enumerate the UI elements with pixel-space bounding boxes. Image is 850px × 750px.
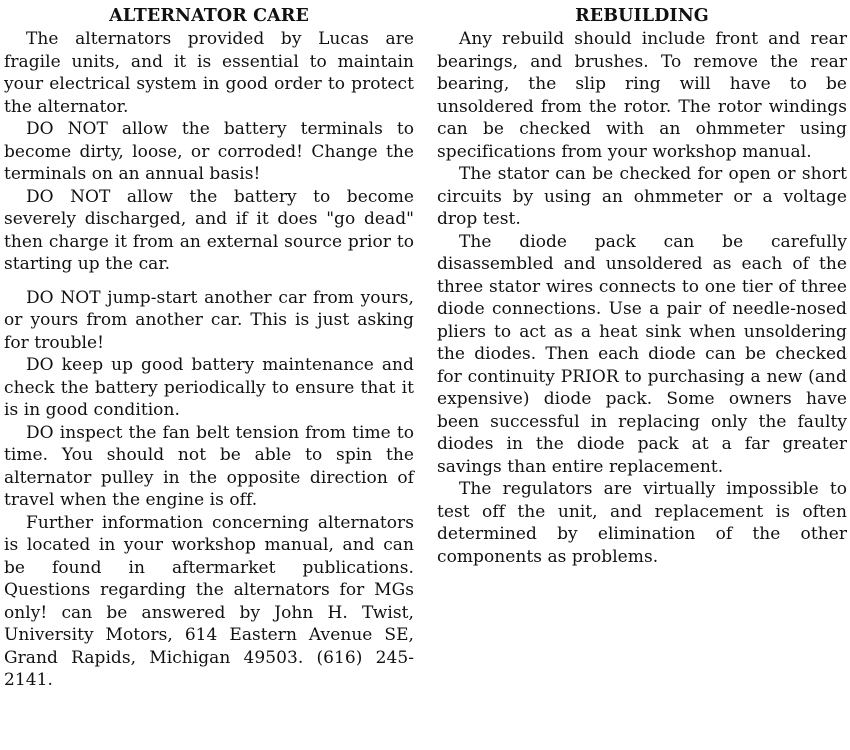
alternator-care-column (4, 4, 414, 692)
battery-terminals-paragraph: DO NOT allow the battery terminals to become dirty, loose, or corroded! Change the terminals on an annual basis! (4, 119, 414, 184)
alternator-care-heading: ALTERNATOR CARE (109, 6, 309, 26)
rebuild-bearings-paragraph: Any rebuild should include front and rear bearings, and brushes. To remove the rear bearing, the slip ring will have to be unsoldered from the rotor. The rotor windings can be checked with an ohmmeter using specifications from your workshop manual. (437, 29, 847, 162)
battery-discharge-paragraph: DO NOT allow the battery to become severely discharged, and if it does "go dead" then charge it from an external source prior to starting up the car. (4, 186, 414, 274)
jump-start-paragraph: DO NOT jump-start another car from yours, or yours from another car. This is just asking for trouble! (4, 287, 414, 353)
diode-pack-paragraph: The diode pack can be carefully disassembled and unsoldered as each of the three stator wires connects to one tier of three diode connections. Use a pair of needle-nosed pliers to act as a heat sink when unsoldering the diodes. Then each diode can be checked for continuity PRIOR to purchasing a new (and expensive) diode pack. Some owners have been successful in replacing only the faulty diodes in the diode pack at a far greater savings than entire replacement. (437, 231, 847, 477)
stator-check-paragraph: The stator can be checked for open or short circuits by using an ohmmeter or a voltage drop test. (437, 164, 847, 229)
battery-maintenance-paragraph: DO keep up good battery maintenance and check the battery periodically to ensure that it is in good condition. (4, 355, 414, 420)
rebuilding-column (437, 4, 847, 568)
rebuilding-heading: REBUILDING (575, 6, 709, 26)
intro-paragraph: The alternators provided by Lucas are fragile units, and it is essential to maintain your electrical system in good order to protect the alternator. (4, 29, 414, 117)
regulators-paragraph: The regulators are virtually impossible to test off the unit, and replacement is often determined by elimination of the other components as problems. (437, 479, 847, 567)
further-information-paragraph: Further information concerning alternators is located in your workshop manual, and can be found in aftermarket publications. Questions regarding the alternators for MGs only! can be answered by John H. Twist, University Motors, 614 Eastern Avenue SE, Grand Rapids, Michigan 49503. (616) 245-2141. (4, 512, 414, 690)
fan-belt-paragraph: DO inspect the fan belt tension from time to time. You should not be able to spin the alternator pulley in the opposite direction of travel when the engine is off. (4, 422, 414, 510)
